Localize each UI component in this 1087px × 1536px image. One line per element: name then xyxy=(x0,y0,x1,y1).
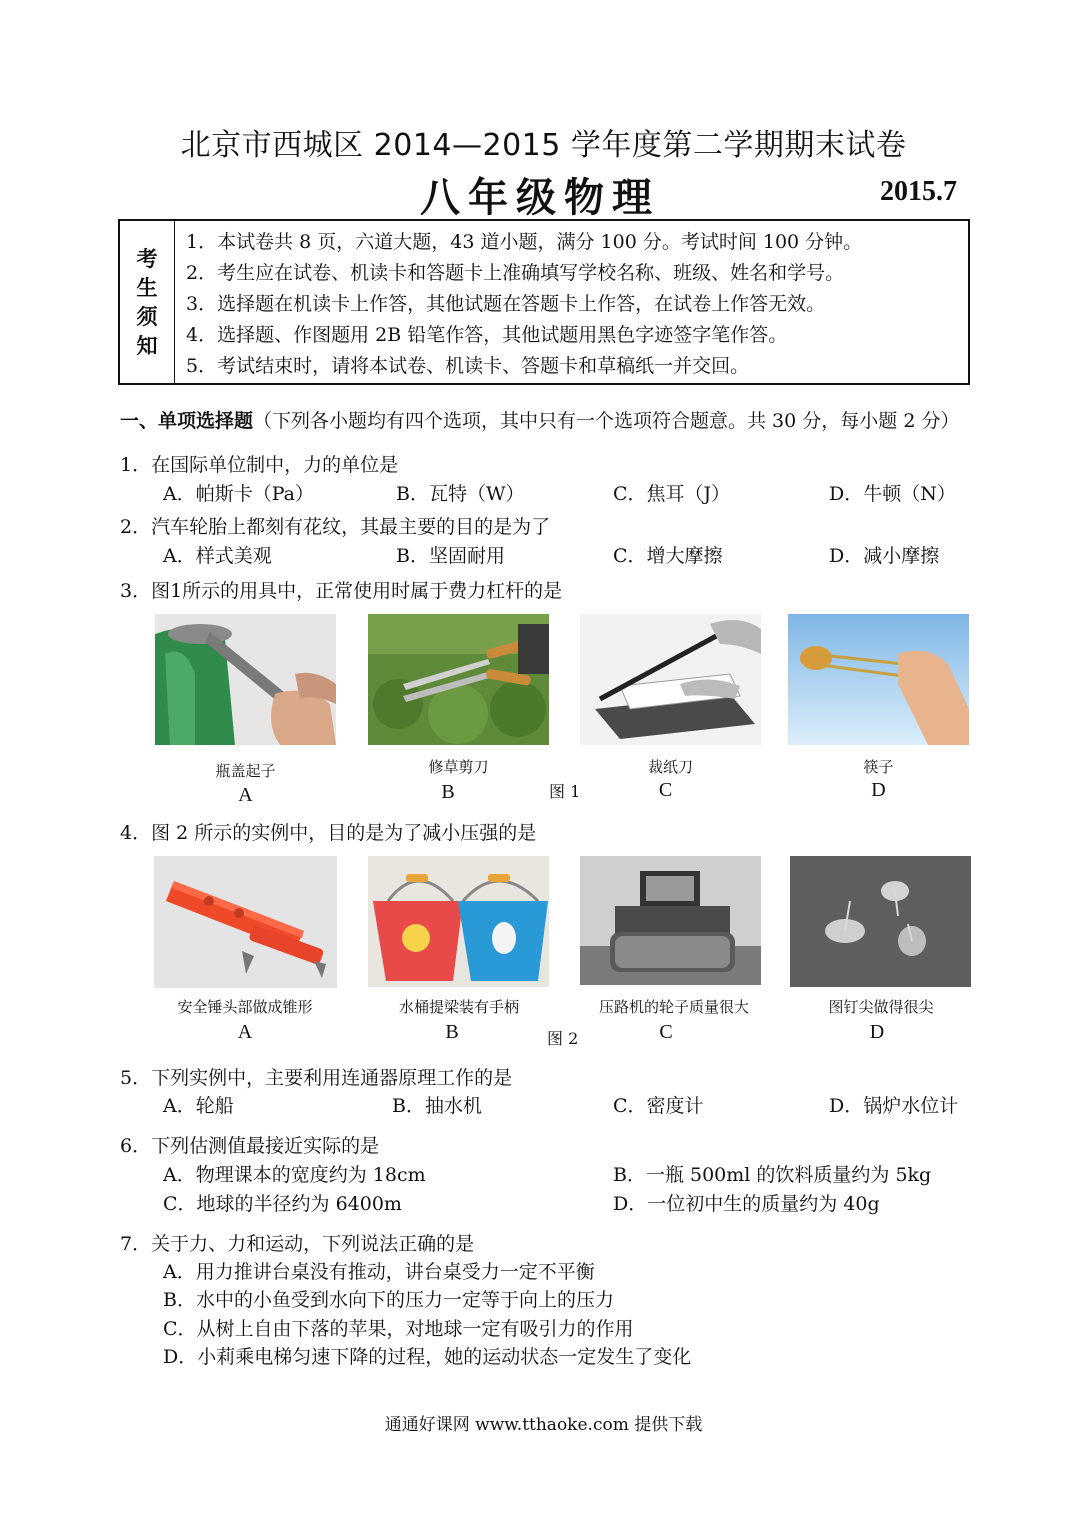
question-stem: 4．图 2 所示的实例中，目的是为了减小压强的是 xyxy=(120,822,537,844)
question-stem: 6．下列估测值最接近实际的是 xyxy=(120,1135,380,1157)
option-a: A．轮船 xyxy=(163,1095,234,1117)
option-b: B．抽水机 xyxy=(392,1095,482,1117)
notice-item: 3．选择题在机读卡上作答，其他试题在答题卡上作答，在试卷上作答无效。 xyxy=(186,293,826,315)
figure2-caption: 图钉尖做得很尖 xyxy=(828,998,934,1016)
exam-title: 北京市西城区 2014—2015 学年度第二学期期末试卷 xyxy=(180,128,907,163)
figure1-letter: C xyxy=(658,779,673,801)
section-heading xyxy=(120,406,959,433)
notice-label-char: 须 xyxy=(136,304,158,329)
figure2-caption: 水桶提梁装有手柄 xyxy=(398,998,519,1016)
question-stem: 7．关于力、力和运动，下列说法正确的是 xyxy=(120,1233,475,1255)
notice-label-char: 考 xyxy=(136,246,158,271)
question-stem: 5．下列实例中，主要利用连通器原理工作的是 xyxy=(120,1067,513,1089)
option-a: A．帕斯卡（Pa） xyxy=(163,483,314,505)
figure1-letter: B xyxy=(441,781,455,803)
option-d: D．一位初中生的质量约为 40g xyxy=(613,1193,880,1215)
figure1-label: 图 1 xyxy=(549,782,581,801)
figure1-caption: 修草剪刀 xyxy=(428,758,489,776)
road-roller-photo xyxy=(580,856,761,985)
figure2-letter: A xyxy=(237,1021,253,1043)
option-a: A．物理课本的宽度约为 18cm xyxy=(163,1164,426,1186)
option-d: D．减小摩擦 xyxy=(829,545,940,567)
figure2-letter: C xyxy=(659,1021,673,1043)
notice-label-char: 生 xyxy=(136,275,158,300)
figure1-letter: D xyxy=(871,779,886,801)
option-c: C．增大摩擦 xyxy=(613,545,723,567)
buckets-photo xyxy=(368,856,549,987)
option-c: C．地球的半径约为 6400m xyxy=(163,1193,402,1215)
option-b: B．坚固耐用 xyxy=(396,545,505,567)
chopsticks-photo xyxy=(788,614,969,745)
option-b: B．水中的小鱼受到水向下的压力一定等于向上的压力 xyxy=(163,1289,614,1311)
question-stem: 3．图1所示的用具中，正常使用时属于费力杠杆的是 xyxy=(120,580,563,602)
notice-label xyxy=(120,221,175,383)
section-desc: （下列各小题均有四个选项，其中只有一个选项符合题意。共 30 分，每小题 2 分） xyxy=(253,410,960,432)
figure2-label: 图 2 xyxy=(547,1029,579,1048)
option-c: C．焦耳（J） xyxy=(613,483,731,505)
figure2-caption: 安全锤头部做成锥形 xyxy=(177,998,313,1016)
hedge-shears-photo xyxy=(368,614,549,745)
notice-list xyxy=(186,227,862,382)
question-stem: 2．汽车轮胎上都刻有花纹，其最主要的目的是为了 xyxy=(120,516,551,538)
figure1-caption: 筷子 xyxy=(863,758,894,776)
figure2-letter: B xyxy=(445,1021,459,1043)
figure2-letter: D xyxy=(869,1021,885,1043)
figure1-letter: A xyxy=(238,784,253,806)
figure2-caption: 压路机的轮子质量很大 xyxy=(598,998,749,1016)
bottle-opener-photo xyxy=(155,614,336,745)
option-b: B．一瓶 500ml 的饮料质量约为 5kg xyxy=(613,1164,932,1186)
subject-title: 八年级物理 xyxy=(420,174,660,221)
option-d: D．锅炉水位计 xyxy=(829,1095,959,1117)
option-d: D．牛顿（N） xyxy=(829,483,956,505)
notice-item: 5．考试结束时，请将本试卷、机读卡、答题卡和草稿纸一并交回。 xyxy=(186,355,750,377)
notice-item: 2．考生应在试卷、机读卡和答题卡上准确填写学校名称、班级、姓名和学号。 xyxy=(186,262,845,284)
page-footer: 通通好课网 www.tthaoke.com 提供下载 xyxy=(384,1415,703,1435)
notice-box xyxy=(118,219,970,385)
notice-item: 1．本试卷共 8 页，六道大题，43 道小题，满分 100 分。考试时间 100 分钟。 xyxy=(186,231,863,253)
exam-date: 2015.7 xyxy=(880,176,957,207)
option-a: A．用力推讲台桌没有推动，讲台桌受力一定不平衡 xyxy=(163,1261,595,1283)
safety-hammer-photo xyxy=(154,856,337,988)
option-a: A．样式美观 xyxy=(163,545,272,567)
figure1-caption: 瓶盖起子 xyxy=(215,762,276,780)
notice-label-char: 知 xyxy=(136,333,158,358)
option-c: C．从树上自由下落的苹果，对地球一定有吸引力的作用 xyxy=(163,1318,634,1340)
paper-cutter-photo xyxy=(580,614,761,745)
section-title: 一、单项选择题 xyxy=(120,410,254,432)
figure1-caption: 裁纸刀 xyxy=(647,758,693,776)
question-stem: 1．在国际单位制中，力的单位是 xyxy=(120,454,399,476)
option-c: C．密度计 xyxy=(613,1095,704,1117)
notice-item: 4．选择题、作图题用 2B 铅笔作答，其他试题用黑色字迹签字笔作答。 xyxy=(186,324,788,346)
option-d: D．小莉乘电梯匀速下降的过程，她的运动状态一定发生了变化 xyxy=(163,1346,692,1368)
thumbtacks-photo xyxy=(790,856,971,987)
option-b: B．瓦特（W） xyxy=(396,483,525,505)
